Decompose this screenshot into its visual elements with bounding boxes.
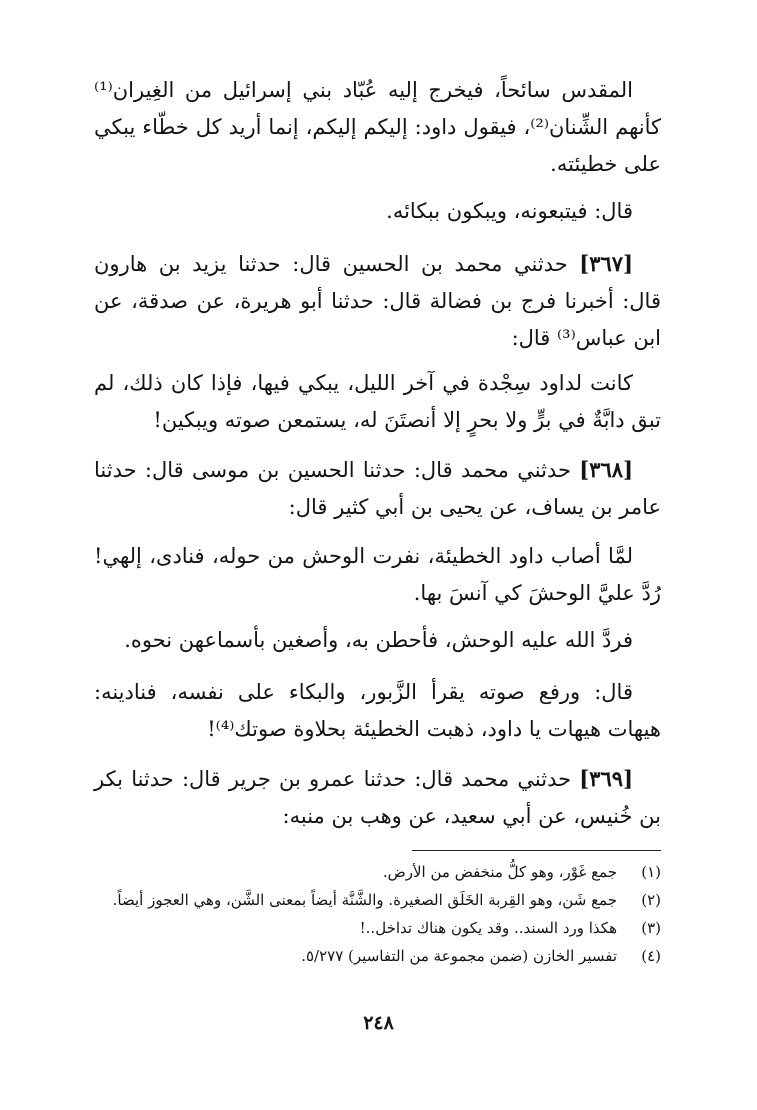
hadith-isnad-367	[94, 245, 661, 357]
footnotes	[94, 860, 661, 972]
isnad-text: حدثني محمد بن الحسين قال: حدثنا يزيد بن هارون قال: أخبرنا فرج بن فضالة قال: حدثنا أبو هريرة، عن صدقة، عن ابن عباس⁽³⁾ قال:	[94, 252, 661, 350]
footnote-item	[94, 888, 661, 912]
isnad-text: حدثني محمد قال: حدثنا عمرو بن جرير قال: حدثنا بكر بن خُنيس، عن أبي سعيد، عن وهب بن منبه:	[94, 767, 661, 828]
footnote-divider	[412, 850, 661, 851]
footnote-text: تفسير الخازن (ضمن مجموعة من التفاسير) ٥/٢٧٧.	[301, 947, 617, 965]
paragraph-narration	[94, 193, 661, 230]
footnote-text: جمع غَوْر، وهو كلُّ منخفض من الأرض.	[382, 863, 617, 881]
footnote-item	[94, 944, 661, 968]
footnote-item	[94, 916, 661, 940]
footnote-mark: (٢)	[641, 891, 661, 909]
paragraph-text: المقدس سائحاً، فيخرج إليه عُبّاد بني إسرائيل من الغِيران⁽¹⁾ كأنهم الشِّنان⁽²⁾، فيقول داود: إليكم إليكم، إنما أريد كل خطّاء يبكي على خطيئته.	[94, 78, 661, 176]
footnote-text: جمع شَن، وهو القِربة الخَلَق الصغيرة. والشَّنَّة أيضاً بمعنى الشَّن، وهي العجوز أيضاً.	[112, 891, 617, 909]
paragraph-narration	[94, 622, 661, 659]
paragraph-text: لمَّا أصاب داود الخطيئة، نفرت الوحش من حوله، فنادى، إلهي! رُدَّ عليَّ الوحشَ كي آنسَ بها.	[94, 544, 661, 605]
hadith-isnad-368	[94, 451, 661, 526]
paragraph-continuation	[94, 72, 661, 183]
hadith-matn-368	[94, 538, 661, 612]
paragraph-narration	[94, 674, 661, 748]
hadith-matn-367	[94, 365, 661, 439]
footnote-mark: (٤)	[641, 947, 661, 965]
hadith-isnad-369	[94, 760, 661, 835]
hadith-number: [٣٦٩]	[579, 766, 633, 791]
paragraph-text: كانت لداود سِجْدة في آخر الليل، يبكي فيها، فإذا كان ذلك، لم تبق دابَّةٌ في برٍّ ولا بحرٍ إلا أنصتَنَ له، يستمعن صوته ويبكين!	[94, 371, 661, 432]
footnote-mark: (٣)	[641, 919, 661, 937]
paragraph-text: قال: ورفع صوته يقرأ الزَّبور، والبكاء على نفسه، فنادينه: هيهات هيهات يا داود، ذهبت الخطيئة بحلاوة صوتك⁽⁴⁾!	[94, 680, 661, 741]
isnad-text: حدثني محمد قال: حدثنا الحسين بن موسى قال: حدثنا عامر بن يساف، عن يحيى بن أبي كثير قال:	[94, 458, 661, 519]
footnote-mark: (١)	[641, 863, 661, 881]
paragraph-text: قال: فيتبعونه، ويبكون ببكائه.	[386, 199, 633, 223]
paragraph-text: فردَّ الله عليه الوحش، فأحطن به، وأصغين بأسماعهن نحوه.	[124, 628, 633, 652]
hadith-number: [٣٦٨]	[579, 457, 633, 482]
page-number: ٢٤٨	[363, 1012, 394, 1034]
footnote-text: هكذا ورد السند.. وقد يكون هناك تداخل..!	[359, 919, 617, 937]
hadith-number: [٣٦٧]	[579, 251, 633, 276]
footnote-item	[94, 860, 661, 884]
